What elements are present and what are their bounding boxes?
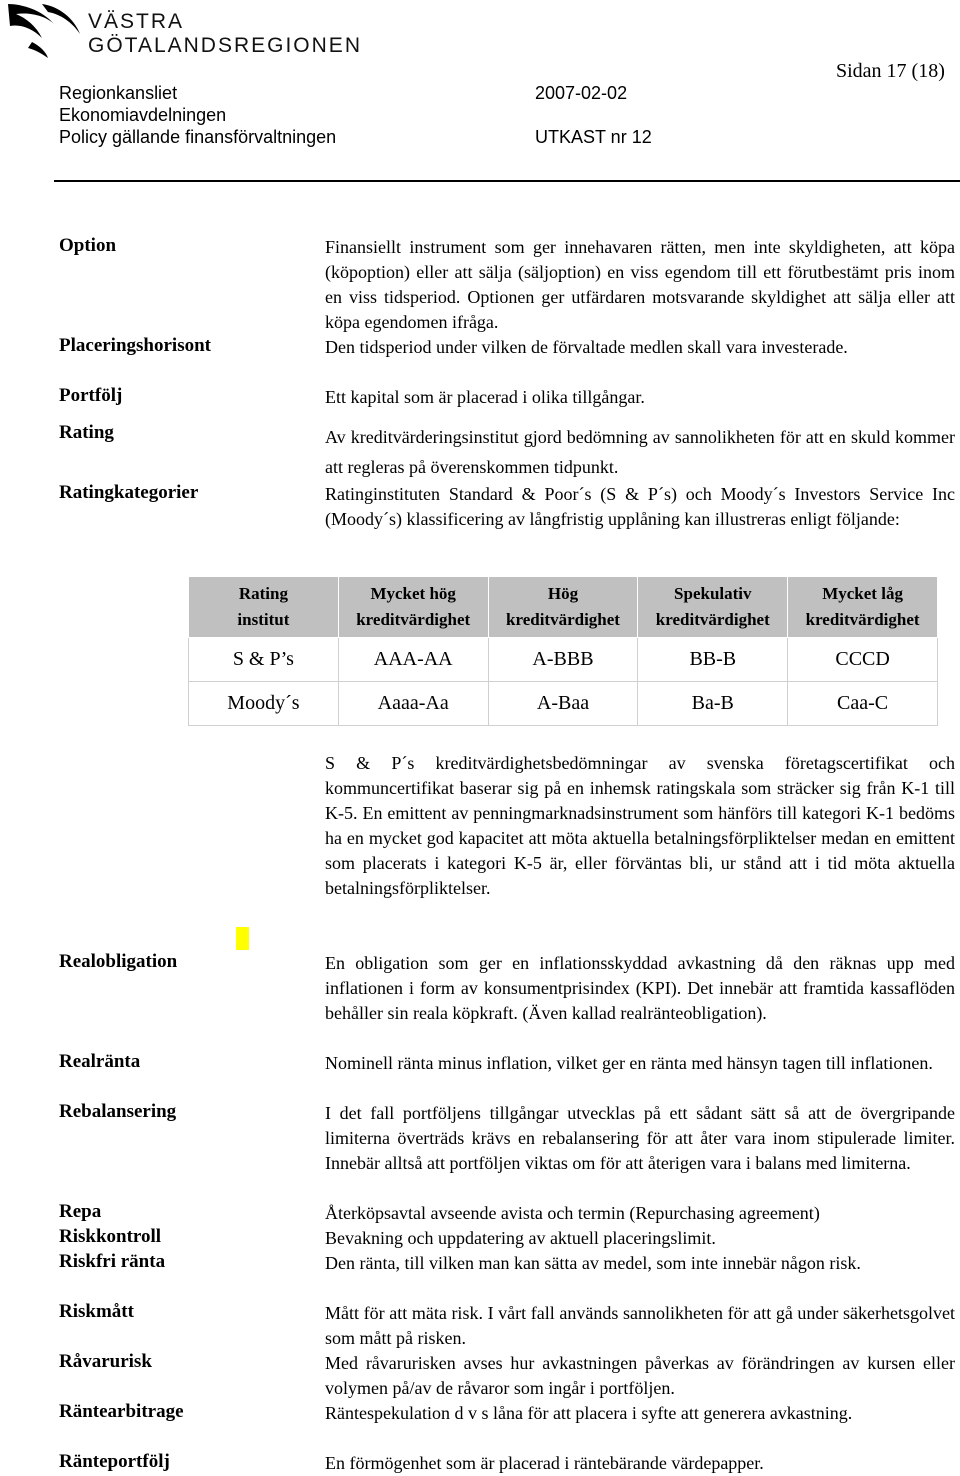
table-header-cell: Mycket låg kreditvärdighet: [788, 577, 938, 638]
vgr-logo: [2, 0, 84, 60]
term-repa: Repa: [59, 1201, 102, 1222]
term-rebalansering: Rebalansering: [59, 1101, 177, 1122]
definition-riskmatt: Mått för att mäta risk. I vårt fall används sannolikheten för att gå under säkerhetsgolvet som mått på risken.: [325, 1303, 955, 1348]
highlight-marker: [236, 927, 249, 950]
table-cell: BB-B: [638, 638, 788, 682]
definition-realobligation: En obligation som ger en inflationsskyddad avkastning då den räknas upp med inflationen i form av konsumentprisindex (KPI). Det innebär att framtida kassaflöden behåller sin reala köpkraft. (Även kallad realränteobligation).: [325, 953, 955, 1023]
term-placeringshorisont: Placeringshorisont: [59, 335, 211, 356]
definition-option: Finansiellt instrument som ger innehavaren rätten, men inte skyldigheten, att köpa (köpoption) eller att sälja (säljoption) en viss egendom till ett förutbestämt pris inom en viss tidsperiod. Optionen ger utfärdaren motsvarande skyldighet att sälja eller att köpa egendomen ifråga.: [325, 237, 955, 332]
definition-ranteportfolj: En förmögenhet som är placerad i räntebärande värdepapper.: [325, 1453, 764, 1473]
department: Regionkansliet: [59, 83, 178, 103]
term-realobligation: Realobligation: [59, 951, 178, 972]
term-option: Option: [59, 235, 117, 256]
table-header-cell: Rating institut: [189, 577, 339, 638]
table-cell: A-BBB: [488, 638, 638, 682]
term-riskfri-ranta: Riskfri ränta: [59, 1251, 166, 1272]
policy-title: Policy gällande finansförvaltningen: [59, 127, 337, 147]
table-cell: A-Baa: [488, 682, 638, 726]
table-cell: Aaaa-Aa: [338, 682, 488, 726]
definition-ravarurisk: Med råvarurisken avses hur avkastningen påverkas av förändringen av kursen eller volymen på/av de råvaror som ingår i portföljen.: [325, 1353, 955, 1398]
org-name-line2: GÖTALANDSREGIONEN: [88, 34, 362, 57]
definition-repa: Återköpsavtal avseende avista och termin (Repurchasing agreement): [325, 1203, 820, 1223]
page-number: Sidan 17 (18): [836, 60, 945, 82]
table-cell: S & P’s: [189, 638, 339, 682]
definition-rantearbitrage: Räntespekulation d v s låna för att placera i syfte att generera avkastning.: [325, 1403, 853, 1423]
term-realranta: Realränta: [59, 1051, 141, 1072]
definition-portfolj: Ett kapital som är placerad i olika tillgångar.: [325, 387, 645, 407]
sp-rating-note: S & P´s kreditvärdighetsbedömningar av svenska företagscertifikat och kommuncertifikat baserar sig på en inhemsk ratingskala som sträcker sig från K-1 till K-5. En emittent av penningmarknadsinstrument som hänförs till kategori K-1 bedöms ha en mycket god kapacitet att möta aktuella betalningsförpliktelser medan en emittent som placerats i kategori K-5 är, eller förväntas bli, ur stånd att i tid möta aktuella betalningsförpliktelser.: [325, 753, 955, 898]
table-cell: AAA-AA: [338, 638, 488, 682]
org-name-line1: VÄSTRA: [88, 10, 185, 33]
term-rating: Rating: [59, 422, 114, 443]
term-riskkontroll: Riskkontroll: [59, 1226, 162, 1247]
definition-rebalansering: I det fall portföljens tillgångar utvecklas på ett sådant sätt så att de övergripande limiterna överträds krävs en rebalansering för att åter vara inom stipulerade limiter. Innebär alltså att portföljen viktas om för att återigen vara i balans med limiterna.: [325, 1103, 955, 1173]
term-ratingkategorier: Ratingkategorier: [59, 482, 199, 503]
table-cell: Caa-C: [788, 682, 938, 726]
draft-label: UTKAST nr 12: [535, 127, 652, 147]
definition-realranta: Nominell ränta minus inflation, vilket ger en ränta med hänsyn tagen till inflationen.: [325, 1053, 933, 1073]
table-row: [189, 638, 938, 682]
table-cell: Ba-B: [638, 682, 788, 726]
term-rantearbitrage: Räntearbitrage: [59, 1401, 184, 1422]
table-header-cell: Spekulativ kreditvärdighet: [638, 577, 788, 638]
table-header-cell: Mycket hög kreditvärdighet: [338, 577, 488, 638]
definition-ratingkategorier: Ratinginstituten Standard & Poor´s (S & P´s) och Moody´s Investors Service Inc (Moody´s) klassificering av långfristig upplåning kan illustreras enligt följande:: [325, 484, 955, 529]
definition-placeringshorisont: Den tidsperiod under vilken de förvaltade medlen skall vara investerade.: [325, 337, 848, 357]
table-cell: Moody´s: [189, 682, 339, 726]
table-header-row: [189, 577, 938, 638]
document-date: 2007-02-02: [535, 83, 628, 103]
definition-rating: Av kreditvärderingsinstitut gjord bedömning av sannolikheten för att en skuld kommer att regleras på överenskommen tidpunkt.: [325, 427, 955, 477]
definition-riskkontroll: Bevakning och uppdatering av aktuell placeringslimit.: [325, 1228, 716, 1248]
table-header-cell: Hög kreditvärdighet: [488, 577, 638, 638]
rating-table: [188, 576, 938, 726]
table-cell: CCCD: [788, 638, 938, 682]
header-divider: [54, 180, 960, 182]
table-row: [189, 682, 938, 726]
definition-riskfri-ranta: Den ränta, till vilken man kan sätta av medel, som inte innebär någon risk.: [325, 1253, 861, 1273]
sub-department: Ekonomiavdelningen: [59, 105, 227, 125]
term-ravarurisk: Råvarurisk: [59, 1351, 152, 1372]
term-portfolj: Portfölj: [59, 385, 123, 406]
term-ranteportfolj: Ränteportfölj: [59, 1451, 170, 1472]
term-riskmatt: Riskmått: [59, 1301, 134, 1322]
